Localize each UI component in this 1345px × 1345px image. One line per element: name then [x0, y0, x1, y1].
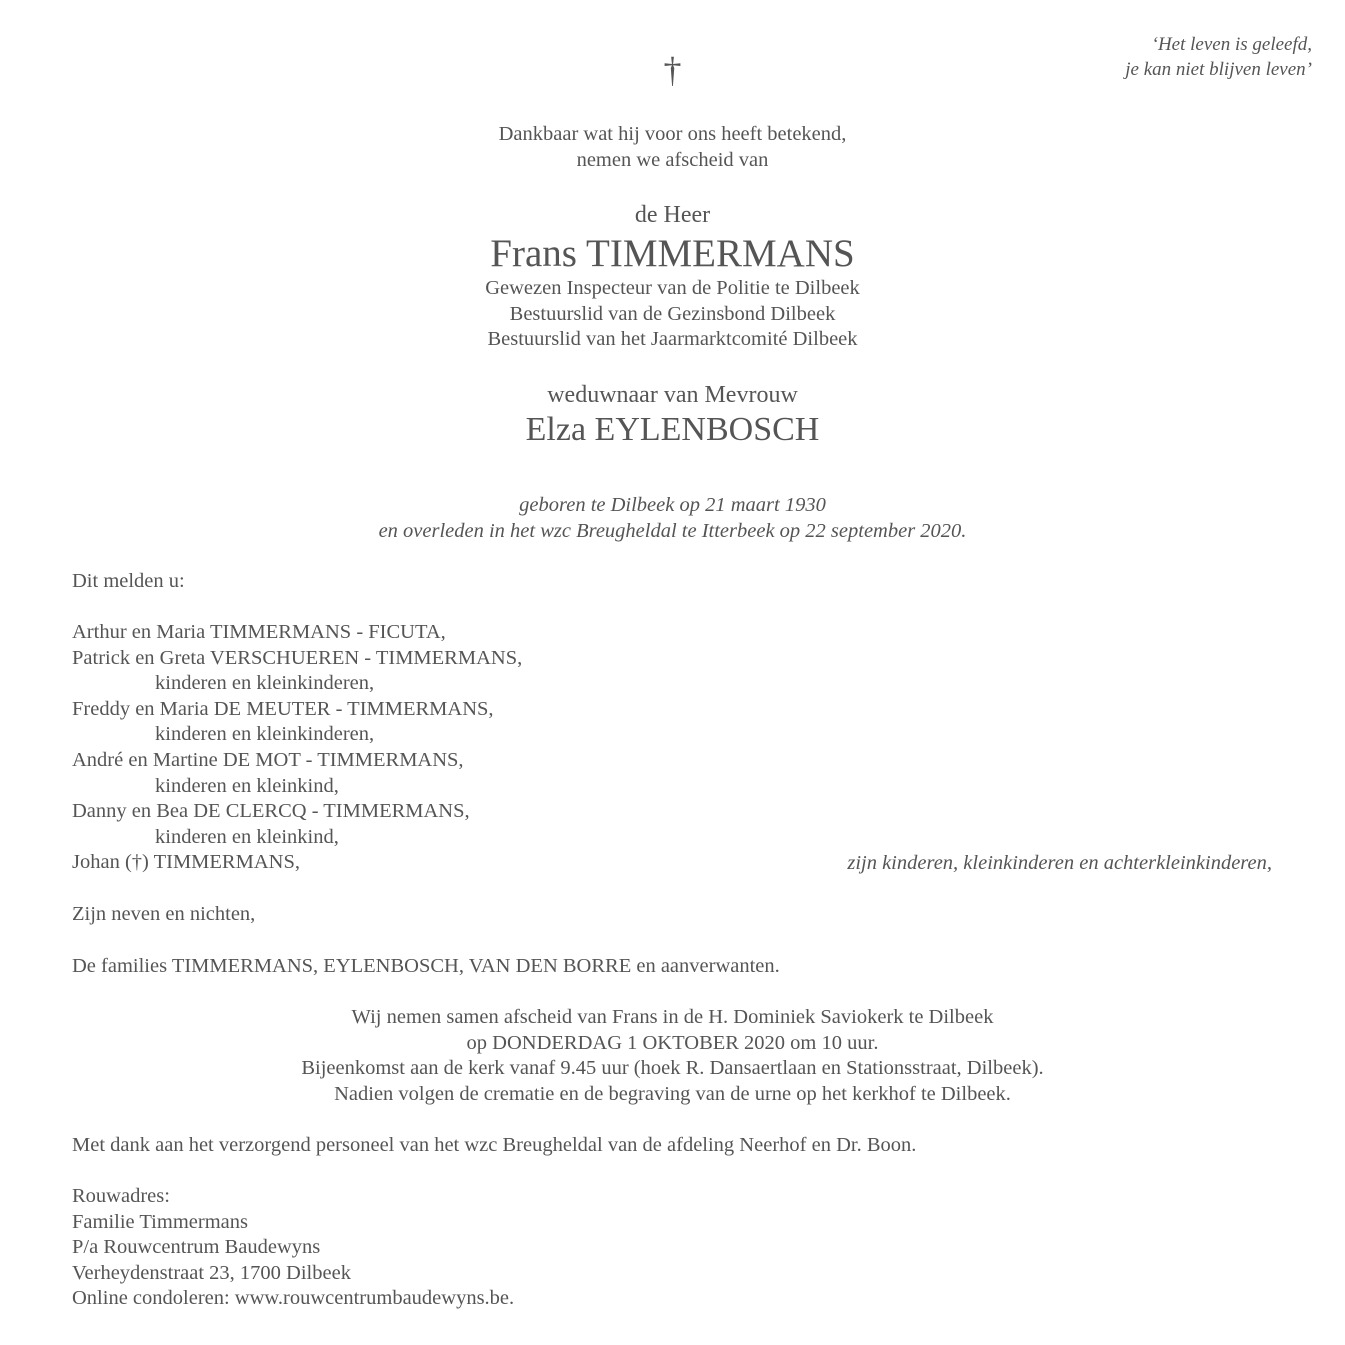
- dates-block: [0, 493, 1345, 544]
- list-item: Johan (†) TIMMERMANS,: [72, 851, 300, 874]
- list-item: Danny en Bea DE CLERCQ - TIMMERMANS,: [72, 800, 470, 823]
- announcers-intro: Dit melden u:: [72, 570, 185, 592]
- address-label: Rouwadres:: [72, 1185, 170, 1207]
- ceremony-line-1: Wij nemen samen afscheid van Frans in de H. Dominiek Saviokerk te Dilbeek: [351, 1006, 994, 1028]
- address-line-2: P/a Rouwcentrum Baudewyns: [72, 1236, 321, 1259]
- families-line: De families TIMMERMANS, EYLENBOSCH, VAN DEN BORRE en aanverwanten.: [72, 955, 780, 977]
- spouse-name: Elza EYLENBOSCH: [525, 411, 820, 448]
- deceased-prefix: de Heer: [634, 202, 711, 228]
- ceremony-line-2: op DONDERDAG 1 OKTOBER 2020 om 10 uur.: [466, 1031, 879, 1054]
- address-line-1: Familie Timmermans: [72, 1210, 248, 1233]
- family-list: [72, 620, 522, 876]
- list-item: kinderen en kleinkinderen,: [155, 723, 375, 746]
- intro-line-2: nemen we afscheid van: [576, 148, 769, 171]
- list-item: kinderen en kleinkind,: [155, 774, 339, 797]
- deceased-name: Frans TIMMERMANS: [490, 232, 855, 275]
- thanks-line: Met dank aan het verzorgend personeel van het wzc Breugheldal van de afdeling Neerhof en Dr. Boon.: [72, 1134, 917, 1156]
- address-block: [72, 1184, 514, 1312]
- list-item: Freddy en Maria DE MEUTER - TIMMERMANS,: [72, 697, 494, 720]
- cross-icon: †: [663, 50, 682, 90]
- address-line-3: Verheydenstraat 23, 1700 Dilbeek: [72, 1261, 351, 1284]
- address-line-4: Online condoleren: www.rouwcentrumbaudewyns.be.: [72, 1287, 515, 1310]
- list-item: Arthur en Maria TIMMERMANS - FICUTA,: [72, 621, 446, 643]
- intro-text: [0, 122, 1345, 173]
- birth-line: geboren te Dilbeek op 21 maart 1930: [519, 494, 826, 516]
- list-item: kinderen en kleinkind,: [155, 825, 339, 848]
- list-item: Patrick en Greta VERSCHUEREN - TIMMERMANS,: [72, 646, 523, 669]
- deceased-title-1: Gewezen Inspecteur van de Politie te Dilbeek: [485, 277, 860, 299]
- intro-line-1: Dankbaar wat hij voor ons heeft betekend,: [498, 123, 847, 145]
- cousins-line: Zijn neven en nichten,: [72, 903, 256, 925]
- ceremony-line-4: Nadien volgen de crematie en de begraving van de urne op het kerkhof te Dilbeek.: [334, 1082, 1011, 1105]
- list-item: kinderen en kleinkinderen,: [155, 672, 375, 695]
- family-summary: zijn kinderen, kleinkinderen en achterkleinkinderen,: [847, 852, 1272, 874]
- ceremony-line-3: Bijeenkomst aan de kerk vanaf 9.45 uur (hoek R. Dansaertlaan en Stationsstraat, Dilbeek).: [301, 1057, 1044, 1080]
- list-item: André en Martine DE MOT - TIMMERMANS,: [72, 748, 464, 771]
- spouse-prefix: weduwnaar van Mevrouw: [547, 382, 798, 408]
- quote-line-1: ‘Het leven is geleefd,: [1151, 34, 1312, 55]
- death-line: en overleden in het wzc Breugheldal te Itterbeek op 22 september 2020.: [378, 519, 967, 542]
- deceased-title-2: Bestuurslid van de Gezinsbond Dilbeek: [509, 302, 836, 325]
- ceremony-block: [0, 1005, 1345, 1107]
- deceased-titles: [0, 276, 1345, 353]
- quote-line-2: je kan niet blijven leven’: [1125, 59, 1312, 80]
- deceased-title-3: Bestuurslid van het Jaarmarktcomité Dilbeek: [487, 328, 858, 351]
